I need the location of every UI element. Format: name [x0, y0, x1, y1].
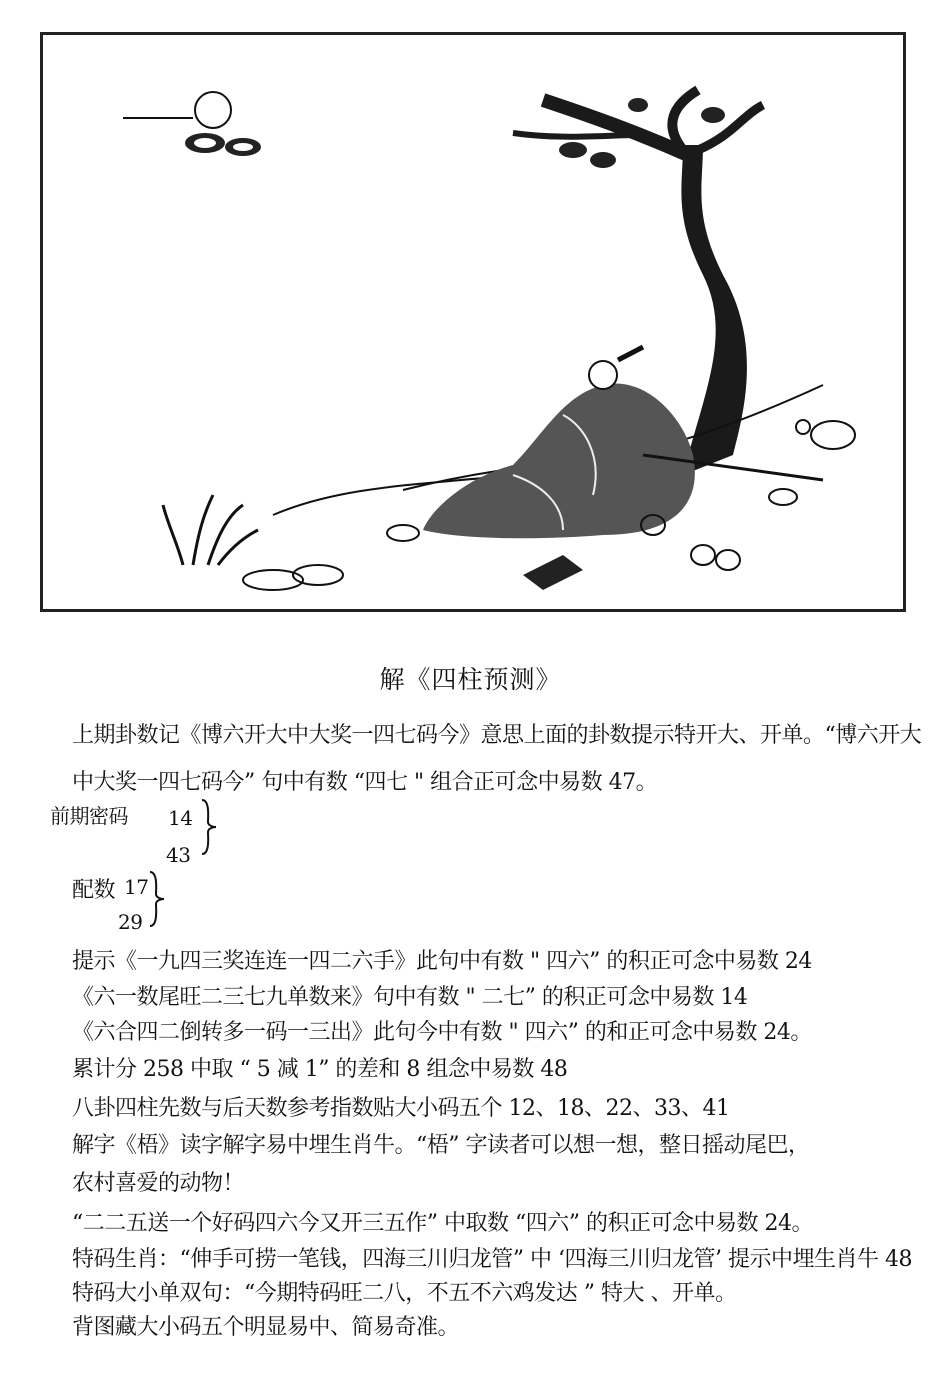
hint-line: “二二五送一个好码四六今又开三五作” 中取数 “四六” 的积正可念中易数 24。: [72, 1211, 813, 1236]
chick-icon: [796, 420, 855, 449]
pair-numbers-label: 配数: [72, 878, 116, 903]
hint-line: 农村喜爱的动物！: [72, 1171, 245, 1196]
brace-icon: [198, 798, 218, 856]
hint-line: 提示《一九四三奖连连一四二六手》此句中有数 " 四六” 的积正可念中易数 24: [72, 949, 812, 974]
hint-line: 《六合四二倒转多一码一三出》此句今中有数 " 四六” 的和正可念中易数 24。: [72, 1020, 812, 1045]
hint-line: 《六一数尾旺二三七九单数来》句中有数 " 二七” 的积正可念中易数 14: [72, 985, 748, 1010]
hint-line: 解字《梧》读字解字易中埋生肖牛。“梧” 字读者可以想一想，整日摇动尾巴，: [72, 1133, 810, 1158]
hint-line: 八卦四柱先数与后天数参考指数贴大小码五个 12、18、22、33、41: [72, 1096, 730, 1121]
grass-icon: [163, 495, 258, 565]
hint-line: 累计分 258 中取 “ 5 减 1” 的差和 8 组念中易数 48: [72, 1057, 568, 1082]
scholar-under-tree-illustration: [43, 35, 903, 609]
hint-line: 特码生肖：“伸手可捞一笔钱，四海三川归龙管” 中 ‘四海三川归龙管’ 提示中埋生肖牛 48: [72, 1247, 912, 1272]
scholar-figure: [423, 347, 823, 538]
previous-code-value: 43: [166, 843, 191, 867]
cloud-icon: [185, 133, 261, 156]
previous-code-value: 14: [168, 806, 193, 830]
moon-icon: [123, 92, 231, 128]
hint-line: 背图藏大小码五个明显易中、简易奇准。: [72, 1315, 460, 1340]
hint-line: 特码大小单双句：“今期特码旺二八，不五不六鸡发达 ” 特大 、开单。: [72, 1281, 737, 1306]
illustration-frame: [40, 32, 906, 612]
document-title: 解《四柱预测》: [379, 665, 562, 694]
brace-icon: [146, 870, 166, 928]
book-bundle-icon: [523, 555, 583, 590]
pair-number-value: 29: [118, 910, 143, 934]
pair-number-value: 17: [124, 875, 149, 899]
previous-codes-label: 前期密码: [50, 804, 128, 828]
intro-line-2: 中大奖一四七码今” 句中有数 “四七 " 组合正可念中易数 47。: [72, 770, 658, 795]
intro-line-1: 上期卦数记《博六开大中大奖一四七码今》意思上面的卦数提示特开大、开单。“博六开大: [72, 723, 922, 748]
